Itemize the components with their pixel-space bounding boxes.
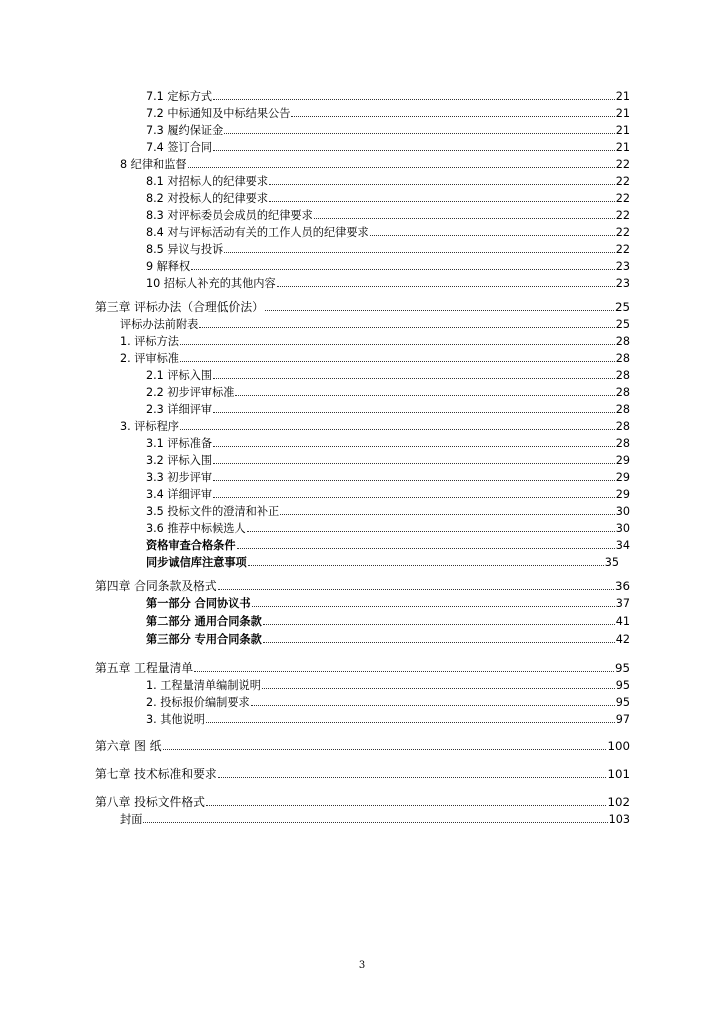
toc-entry-title: 第二部分 通用合同条款	[146, 615, 262, 628]
toc-leader-dots	[163, 749, 607, 750]
toc-leader-dots	[314, 218, 615, 219]
toc-entry-title: 7.4 签订合同	[146, 141, 213, 154]
toc-leader-dots	[180, 344, 615, 345]
toc-entry-title: 3.3 初步评审	[146, 471, 213, 484]
toc-page-number: 23	[615, 260, 630, 273]
toc-entry-8-3[interactable]	[146, 207, 630, 222]
toc-entry-title: 第八章 投标文件格式	[95, 795, 205, 809]
toc-entry-7-4[interactable]	[146, 139, 630, 154]
toc-entry-3-6[interactable]	[146, 520, 630, 535]
toc-chapter-5[interactable]	[95, 660, 630, 675]
toc-entry-eval-standard[interactable]	[120, 350, 630, 365]
toc-entry-title: 8.3 对评标委员会成员的纪律要求	[146, 209, 313, 222]
toc-page-number: 28	[615, 369, 630, 382]
toc-entry-part-1[interactable]	[146, 595, 630, 610]
toc-entry-title: 2.3 详细评审	[146, 403, 213, 416]
toc-entry-title: 3.1 评标准备	[146, 437, 213, 450]
toc-entry-title: 第三部分 专用合同条款	[146, 633, 262, 646]
toc-entry-title: 2.1 评标入围	[146, 369, 213, 382]
toc-leader-dots	[248, 565, 604, 566]
toc-page-number: 30	[615, 505, 630, 518]
toc-chapter-3[interactable]	[95, 299, 630, 314]
toc-page-number: 28	[615, 386, 630, 399]
toc-page-number: 29	[615, 471, 630, 484]
toc-page-number: 95	[614, 661, 630, 675]
toc-leader-dots	[143, 822, 607, 823]
toc-entry-title: 1. 工程量清单编制说明	[146, 679, 261, 692]
toc-page-number: 95	[615, 679, 630, 692]
toc-entry-title: 3.2 评标入围	[146, 454, 213, 467]
toc-entry-title: 2. 评审标准	[120, 352, 179, 365]
toc-entry-title: 第四章 合同条款及格式	[95, 579, 217, 593]
toc-page-number: 95	[615, 696, 630, 709]
toc-page-number: 103	[608, 813, 630, 826]
toc-entry-other-notes[interactable]	[146, 711, 630, 726]
toc-entry-bid-price[interactable]	[146, 694, 630, 709]
toc-page-number: 22	[615, 209, 630, 222]
toc-entry-part-3[interactable]	[146, 631, 630, 646]
toc-page-number: 28	[615, 352, 630, 365]
toc-leader-dots	[213, 412, 615, 413]
toc-entry-cover[interactable]	[120, 811, 630, 826]
toc-entry-title: 第五章 工程量清单	[95, 661, 194, 675]
toc-entry-title: 1. 评标方法	[120, 335, 179, 348]
toc-chapter-7[interactable]	[95, 766, 630, 781]
toc-entry-title: 评标办法前附表	[120, 318, 199, 331]
toc-chapter-6[interactable]	[95, 738, 630, 753]
toc-leader-dots	[218, 777, 607, 778]
toc-entry-eval-procedure[interactable]	[120, 418, 630, 433]
toc-entry-2-1[interactable]	[146, 367, 630, 382]
toc-leader-dots	[247, 531, 615, 532]
toc-entry-part-2[interactable]	[146, 613, 630, 628]
toc-leader-dots	[277, 286, 615, 287]
toc-leader-dots	[265, 310, 614, 311]
toc-entry-3-5[interactable]	[146, 503, 630, 518]
toc-leader-dots	[206, 805, 607, 806]
toc-page-number: 42	[615, 633, 630, 646]
toc-leader-dots	[213, 446, 615, 447]
toc-leader-dots	[291, 116, 614, 117]
toc-entry-9[interactable]	[146, 258, 630, 273]
toc-leader-dots	[213, 150, 615, 151]
toc-page-number: 34	[615, 539, 630, 552]
toc-entry-title: 同步诚信库注意事项	[146, 556, 247, 569]
toc-page-number: 22	[615, 158, 630, 171]
toc-leader-dots	[263, 624, 615, 625]
toc-entry-boq-notes[interactable]	[146, 677, 630, 692]
toc-entry-eval-method[interactable]	[120, 333, 630, 348]
toc-leader-dots	[213, 463, 615, 464]
toc-leader-dots	[252, 606, 615, 607]
toc-entry-3-1[interactable]	[146, 435, 630, 450]
toc-entry-7-3[interactable]	[146, 122, 630, 137]
toc-page-number: 25	[615, 318, 630, 331]
toc-entry-title: 7.2 中标通知及中标结果公告	[146, 107, 291, 120]
toc-leader-dots	[194, 671, 614, 672]
page-number: 3	[358, 960, 366, 971]
toc-entry-title: 第三章 评标办法（合理低价法）	[95, 300, 264, 314]
toc-leader-dots	[237, 548, 615, 549]
toc-entry-title: 资格审查合格条件	[146, 539, 236, 552]
toc-entry-title: 3. 评标程序	[120, 420, 179, 433]
toc-entry-title: 10 招标人补充的其他内容	[146, 277, 276, 290]
toc-entry-2-2[interactable]	[146, 384, 630, 399]
toc-entry-qualification[interactable]	[146, 537, 630, 552]
toc-leader-dots	[370, 235, 615, 236]
toc-entry-title: 7.1 定标方式	[146, 90, 213, 103]
toc-entry-title: 第六章 图 纸	[95, 739, 162, 753]
toc-page-number: 28	[615, 420, 630, 433]
toc-entry-3-4[interactable]	[146, 486, 630, 501]
toc-entry-title: 8.1 对招标人的纪律要求	[146, 175, 269, 188]
toc-entry-7-1[interactable]	[146, 88, 630, 103]
toc-entry-eval-appendix[interactable]	[120, 316, 630, 331]
toc-entry-title: 8.5 异议与投诉	[146, 243, 224, 256]
toc-leader-dots	[218, 589, 614, 590]
toc-page-number: 21	[615, 90, 630, 103]
toc-entry-title: 3.6 推荐中标候选人	[146, 522, 246, 535]
toc-entry-title: 2. 投标报价编制要求	[146, 696, 250, 709]
toc-page-number: 35	[604, 556, 619, 569]
toc-page-number: 28	[615, 403, 630, 416]
toc-page-number: 21	[615, 107, 630, 120]
toc-entry-credit-notes[interactable]	[146, 554, 619, 569]
toc-page-number: 36	[614, 579, 630, 593]
toc-page-number: 22	[615, 226, 630, 239]
toc-page-number: 22	[615, 192, 630, 205]
toc-entry-title: 7.3 履约保证金	[146, 124, 224, 137]
toc-entry-7-2[interactable]	[146, 105, 630, 120]
toc-leader-dots	[224, 252, 614, 253]
toc-leader-dots	[213, 480, 615, 481]
toc-page-number: 102	[607, 795, 630, 809]
toc-leader-dots	[180, 429, 615, 430]
toc-page-number: 100	[607, 739, 630, 753]
toc-entry-10[interactable]	[146, 275, 630, 290]
toc-page-number: 37	[615, 597, 630, 610]
toc-leader-dots	[213, 99, 615, 100]
toc-entry-title: 8.4 对与评标活动有关的工作人员的纪律要求	[146, 226, 369, 239]
toc-page-number: 21	[615, 124, 630, 137]
toc-leader-dots	[269, 201, 615, 202]
toc-page-number: 28	[615, 437, 630, 450]
toc-entry-title: 8.2 对投标人的纪律要求	[146, 192, 269, 205]
toc-leader-dots	[224, 133, 614, 134]
toc-entry-title: 3. 其他说明	[146, 713, 205, 726]
toc-page-number: 22	[615, 175, 630, 188]
toc-leader-dots	[213, 497, 615, 498]
toc-entry-8[interactable]	[120, 156, 630, 171]
toc-page-number: 28	[615, 335, 630, 348]
toc-page-number: 21	[615, 141, 630, 154]
toc-entry-title: 第一部分 合同协议书	[146, 597, 251, 610]
toc-page-number: 41	[615, 615, 630, 628]
toc-entry-title: 封面	[120, 813, 143, 826]
toc-leader-dots	[235, 395, 614, 396]
toc-entry-8-1[interactable]	[146, 173, 630, 188]
toc-entry-8-2[interactable]	[146, 190, 630, 205]
toc-leader-dots	[213, 378, 615, 379]
toc-entry-2-3[interactable]	[146, 401, 630, 416]
toc-entry-title: 9 解释权	[146, 260, 191, 273]
toc-page-number: 25	[614, 300, 630, 314]
toc-page-number: 30	[615, 522, 630, 535]
toc-entry-8-5[interactable]	[146, 241, 630, 256]
toc-entry-title: 8 纪律和监督	[120, 158, 187, 171]
toc-chapter-8[interactable]	[95, 794, 630, 809]
toc-page-number: 29	[615, 454, 630, 467]
toc-entry-title: 3.4 详细评审	[146, 488, 213, 501]
toc-entry-8-4[interactable]	[146, 224, 630, 239]
toc-leader-dots	[263, 642, 615, 643]
toc-page-number: 29	[615, 488, 630, 501]
toc-entry-title: 2.2 初步评审标准	[146, 386, 235, 399]
toc-leader-dots	[280, 514, 615, 515]
toc-entry-3-3[interactable]	[146, 469, 630, 484]
toc-leader-dots	[269, 184, 615, 185]
toc-leader-dots	[191, 269, 615, 270]
toc-page-number: 97	[615, 713, 630, 726]
toc-page-number: 22	[615, 243, 630, 256]
toc-leader-dots	[262, 688, 615, 689]
toc-chapter-4[interactable]	[95, 578, 630, 593]
toc-leader-dots	[206, 722, 615, 723]
toc-leader-dots	[199, 327, 614, 328]
toc-entry-title: 3.5 投标文件的澄清和补正	[146, 505, 280, 518]
toc-leader-dots	[188, 167, 615, 168]
toc-entry-3-2[interactable]	[146, 452, 630, 467]
toc-page-number: 101	[607, 767, 630, 781]
toc-leader-dots	[251, 705, 615, 706]
toc-leader-dots	[180, 361, 615, 362]
toc-page-number: 23	[615, 277, 630, 290]
toc-entry-title: 第七章 技术标准和要求	[95, 767, 217, 781]
